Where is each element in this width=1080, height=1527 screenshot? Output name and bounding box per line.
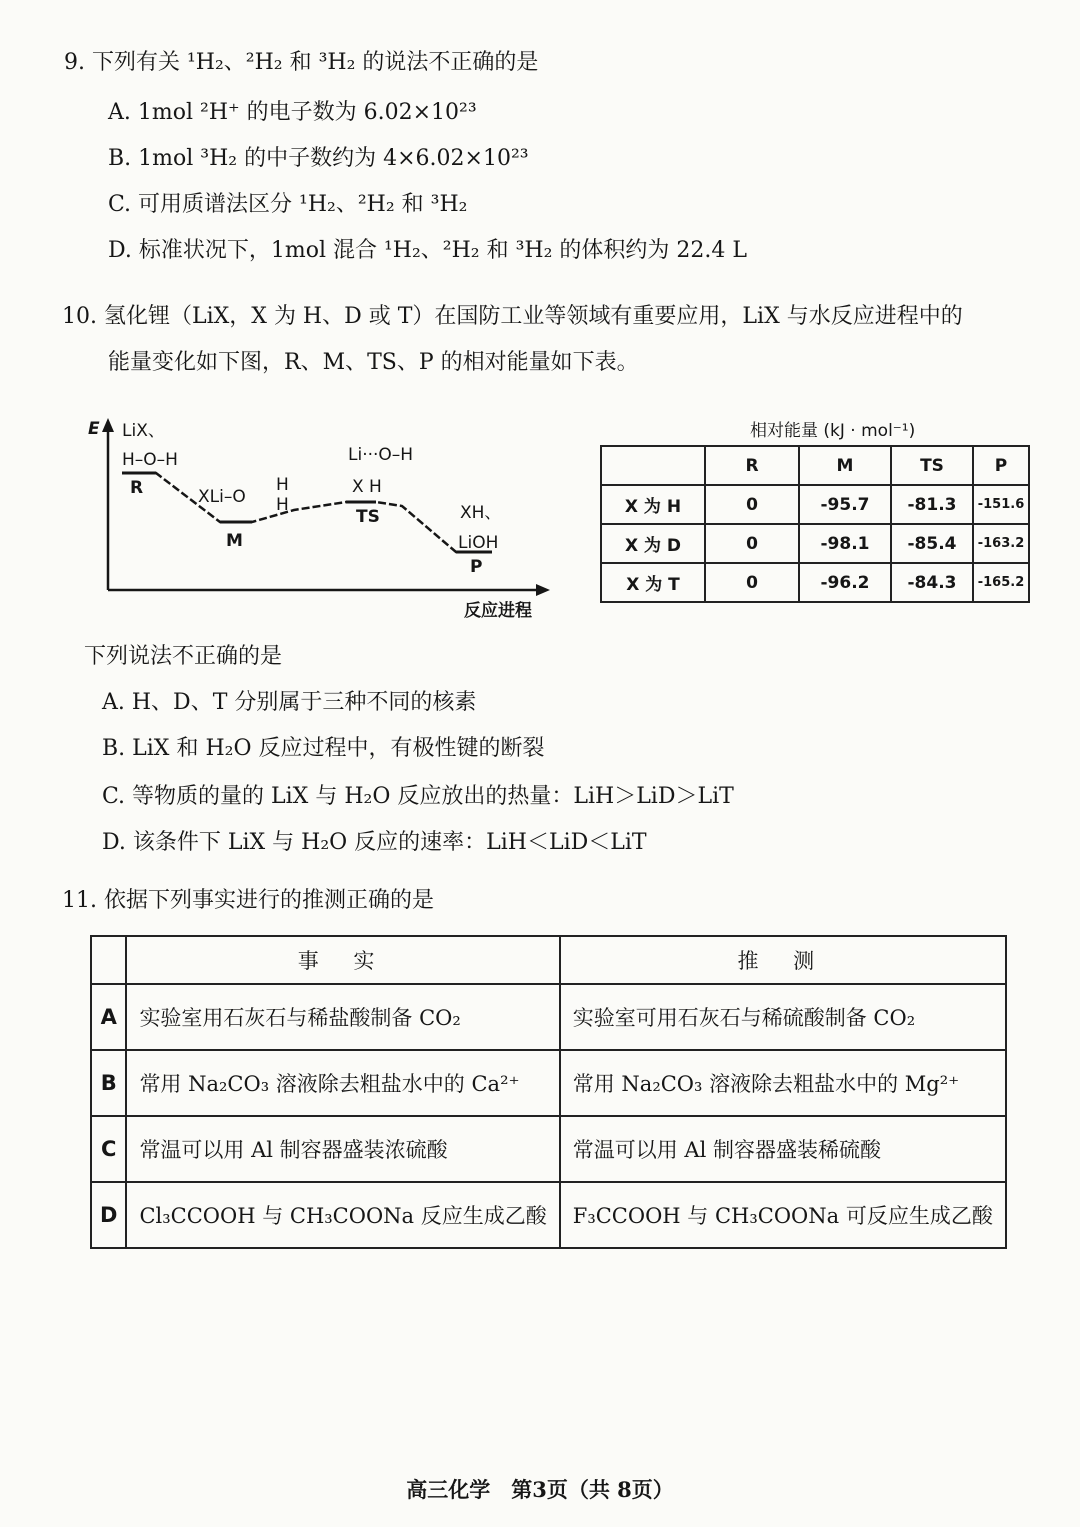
energy-cell: 0 (705, 563, 799, 602)
energy-cell: -84.3 (891, 563, 973, 602)
y-axis-label: E (88, 419, 100, 439)
ts-bottom: X H (352, 477, 382, 497)
energy-cell: X 为 H (601, 485, 705, 524)
energy-diagram (84, 410, 564, 625)
r-label: R (130, 478, 144, 498)
energy-cell: 0 (705, 524, 799, 563)
energy-table-row (601, 485, 1029, 524)
facts-row-c (91, 1116, 1006, 1182)
energy-header-cell: R (705, 446, 799, 485)
ts-top: Li···O–H (348, 445, 414, 465)
q9-stem: 9. 下列有关 ¹H₂、²H₂ 和 ³H₂ 的说法不正确的是 (64, 50, 539, 75)
ts-label: TS (356, 507, 380, 527)
facts-header-fact: 事 实 (126, 936, 559, 984)
p-label: P (470, 557, 483, 577)
m-label: M (226, 531, 243, 551)
q10-stem-line1: 10. 氢化锂（LiX，X 为 H、D 或 T）在国防工业等领域有重要应用，LiX 与水反应进程中的 (62, 304, 963, 329)
facts-table (90, 935, 1007, 1249)
q10-stem-line2: 能量变化如下图，R、M、TS、P 的相对能量如下表。 (108, 350, 639, 375)
facts-row-b (91, 1050, 1006, 1116)
energy-table-header (601, 446, 1029, 485)
energy-cell: X 为 T (601, 563, 705, 602)
facts-row-a (91, 984, 1006, 1050)
facts-table-header (91, 936, 1006, 984)
q11-stem: 11. 依据下列事实进行的推测正确的是 (62, 888, 434, 913)
facts-fact-cell: Cl₃CCOOH 与 CH₃COONa 反应生成乙酸 (126, 1182, 559, 1248)
facts-header-guess: 推 测 (560, 936, 1006, 984)
facts-guess-cell: 实验室可用石灰石与稀硫酸制备 CO₂ (560, 984, 1006, 1050)
q9-option-d: D. 标准状况下，1mol 混合 ¹H₂、²H₂ 和 ³H₂ 的体积约为 22.4 L (108, 238, 748, 263)
facts-row-letter: C (91, 1116, 126, 1182)
energy-table-row (601, 524, 1029, 563)
facts-guess-cell: 常温可以用 Al 制容器盛装稀硫酸 (560, 1116, 1006, 1182)
p-species-2: LiOH (458, 533, 499, 553)
page-footer: 高三化学 第3页（共 8页） (406, 1477, 674, 1502)
q10-ask: 下列说法不正确的是 (84, 644, 283, 669)
energy-cell: -151.6 (973, 485, 1029, 524)
energy-table (600, 445, 1030, 603)
r-species-2: H–O–H (122, 450, 178, 470)
energy-cell: -165.2 (973, 563, 1029, 602)
energy-cell: -81.3 (891, 485, 973, 524)
energy-cell: -98.1 (799, 524, 891, 563)
energy-cell: -96.2 (799, 563, 891, 602)
energy-cell: 0 (705, 485, 799, 524)
facts-row-letter: B (91, 1050, 126, 1116)
facts-fact-cell: 实验室用石灰石与稀盐酸制备 CO₂ (126, 984, 559, 1050)
q10-option-d: D. 该条件下 LiX 与 H₂O 反应的速率：LiH＜LiD＜LiT (102, 830, 647, 855)
q10-option-c: C. 等物质的量的 LiX 与 H₂O 反应放出的热量：LiH＞LiD＞LiT (102, 784, 734, 809)
energy-cell: -163.2 (973, 524, 1029, 563)
energy-table-caption: 相对能量 (kJ · mol⁻¹) (750, 421, 916, 441)
energy-header-cell (601, 446, 705, 485)
energy-cell: -85.4 (891, 524, 973, 563)
q10-option-a: A. H、D、T 分别属于三种不同的核素 (102, 690, 477, 715)
energy-header-cell: M (799, 446, 891, 485)
facts-guess-cell: 常用 Na₂CO₃ 溶液除去粗盐水中的 Mg²⁺ (560, 1050, 1006, 1116)
m-h2: H (276, 495, 289, 515)
energy-cell: X 为 D (601, 524, 705, 563)
energy-header-cell: P (973, 446, 1029, 485)
y-axis-arrow (102, 418, 114, 432)
x-axis-label: 反应进程 (464, 601, 532, 621)
r-species-1: LiX、 (122, 421, 165, 441)
q9-option-c: C. 可用质谱法区分 ¹H₂、²H₂ 和 ³H₂ (108, 192, 468, 217)
x-axis-arrow (536, 584, 550, 596)
facts-row-letter: A (91, 984, 126, 1050)
facts-header-empty (91, 936, 126, 984)
facts-guess-cell: F₃CCOOH 与 CH₃COONa 可反应生成乙酸 (560, 1182, 1006, 1248)
p-species-1: XH、 (460, 503, 502, 523)
q9-option-a: A. 1mol ²H⁺ 的电子数为 6.02×10²³ (108, 100, 477, 125)
energy-header-cell: TS (891, 446, 973, 485)
facts-row-d (91, 1182, 1006, 1248)
m-species: XLi–O (198, 487, 246, 507)
facts-fact-cell: 常用 Na₂CO₃ 溶液除去粗盐水中的 Ca²⁺ (126, 1050, 559, 1116)
energy-cell: -95.7 (799, 485, 891, 524)
facts-row-letter: D (91, 1182, 126, 1248)
energy-table-row (601, 563, 1029, 602)
q10-option-b: B. LiX 和 H₂O 反应过程中，有极性键的断裂 (102, 736, 545, 761)
q9-option-b: B. 1mol ³H₂ 的中子数约为 4×6.02×10²³ (108, 146, 529, 171)
facts-fact-cell: 常温可以用 Al 制容器盛装浓硫酸 (126, 1116, 559, 1182)
energy-curve (122, 473, 492, 552)
m-h1: H (276, 475, 289, 495)
